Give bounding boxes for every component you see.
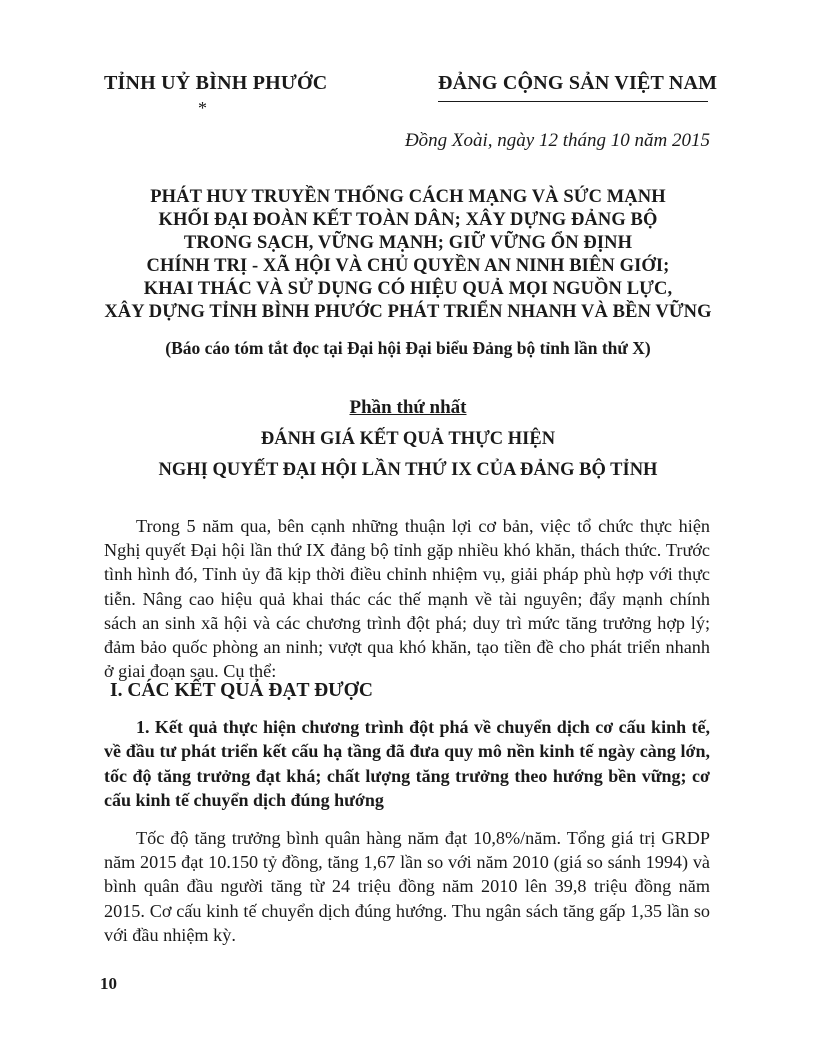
- title-line: XÂY DỰNG TỈNH BÌNH PHƯỚC PHÁT TRIỂN NHANH VÀ BỀN VỮNG: [104, 302, 712, 322]
- party-name: ĐẢNG CỘNG SẢN VIỆT NAM: [438, 72, 718, 94]
- title-line: KHỐI ĐẠI ĐOÀN KẾT TOÀN DÂN; XÂY DỰNG ĐẢNG BỘ: [158, 210, 658, 230]
- title-line: TRONG SẠCH, VỮNG MẠNH; GIỮ VỮNG ỔN ĐỊNH: [183, 233, 633, 253]
- issuing-body: TỈNH UỶ BÌNH PHƯỚC: [104, 72, 328, 94]
- part-heading-line: NGHỊ QUYẾT ĐẠI HỘI LẦN THỨ IX CỦA ĐẢNG BỘ TỈNH: [158, 460, 658, 480]
- part-heading: [100, 424, 716, 486]
- intro-paragraph: Trong 5 năm qua, bên cạnh những thuận lợi cơ bản, việc tổ chức thực hiện Nghị quyết Đại hội lần thứ IX đảng bộ tỉnh gặp nhiều khó khăn, thách thức. Trước tình hình đó, Tỉnh ủy đã kịp thời điều chỉnh nhiệm vụ, giải pháp phù hợp với thực tiễn. Nâng cao hiệu quả khai thác các thế mạnh về tài nguyên; đẩy mạnh chính sách an sinh xã hội và các chương trình đột phá; duy trì mức tăng trưởng hợp lý; đảm bảo quốc phòng an ninh; vượt qua khó khăn, tạo tiền đề cho phát triển nhanh ở giai đoạn sau. Cụ thể:: [104, 516, 710, 682]
- title-line: PHÁT HUY TRUYỀN THỐNG CÁCH MẠNG VÀ SỨC MẠNH: [150, 187, 666, 207]
- growth-paragraph: Tốc độ tăng trưởng bình quân hàng năm đạt 10,8%/năm. Tổng giá trị GRDP năm 2015 đạt 10.150 tỷ đồng, tăng 1,67 lần so với năm 2010 (giá so sánh 1994) và bình quân đầu người tăng từ 24 triệu đồng năm 2010 lên 39,8 triệu đồng năm 2015. Cơ cấu kinh tế chuyển dịch đúng hướng. Thu ngân sách tăng gấp 1,35 lần so với đầu nhiệm kỳ.: [104, 828, 710, 945]
- subsection-heading: 1. Kết quả thực hiện chương trình đột phá về chuyển dịch cơ cấu kinh tế, về đầu tư phát triển kết cấu hạ tầng đã đưa quy mô nền kinh tế ngày càng lớn, tốc độ tăng trưởng đạt khá; chất lượng tăng trưởng theo hướng bền vững; cơ cấu kinh tế chuyển dịch đúng hướng: [104, 717, 710, 810]
- part-heading-line: ĐÁNH GIÁ KẾT QUẢ THỰC HIỆN: [260, 429, 556, 449]
- title-line: CHÍNH TRỊ - XÃ HỘI VÀ CHỦ QUYỀN AN NINH BIÊN GIỚI;: [146, 256, 670, 276]
- section-heading: I. CÁC KẾT QUẢ ĐẠT ĐƯỢC: [110, 680, 373, 701]
- dateline: Đồng Xoài, ngày 12 tháng 10 năm 2015: [404, 130, 710, 151]
- document-title: [100, 186, 716, 324]
- star-mark: *: [198, 98, 207, 118]
- page-number: 10: [100, 974, 117, 993]
- document-subtitle: (Báo cáo tóm tắt đọc tại Đại hội Đại biểu Đảng bộ tỉnh lần thứ X): [165, 338, 651, 358]
- header-underline: [438, 101, 708, 102]
- title-line: KHAI THÁC VÀ SỬ DỤNG CÓ HIỆU QUẢ MỌI NGUỒN LỰC,: [143, 279, 673, 299]
- part-label: Phần thứ nhất: [349, 397, 467, 418]
